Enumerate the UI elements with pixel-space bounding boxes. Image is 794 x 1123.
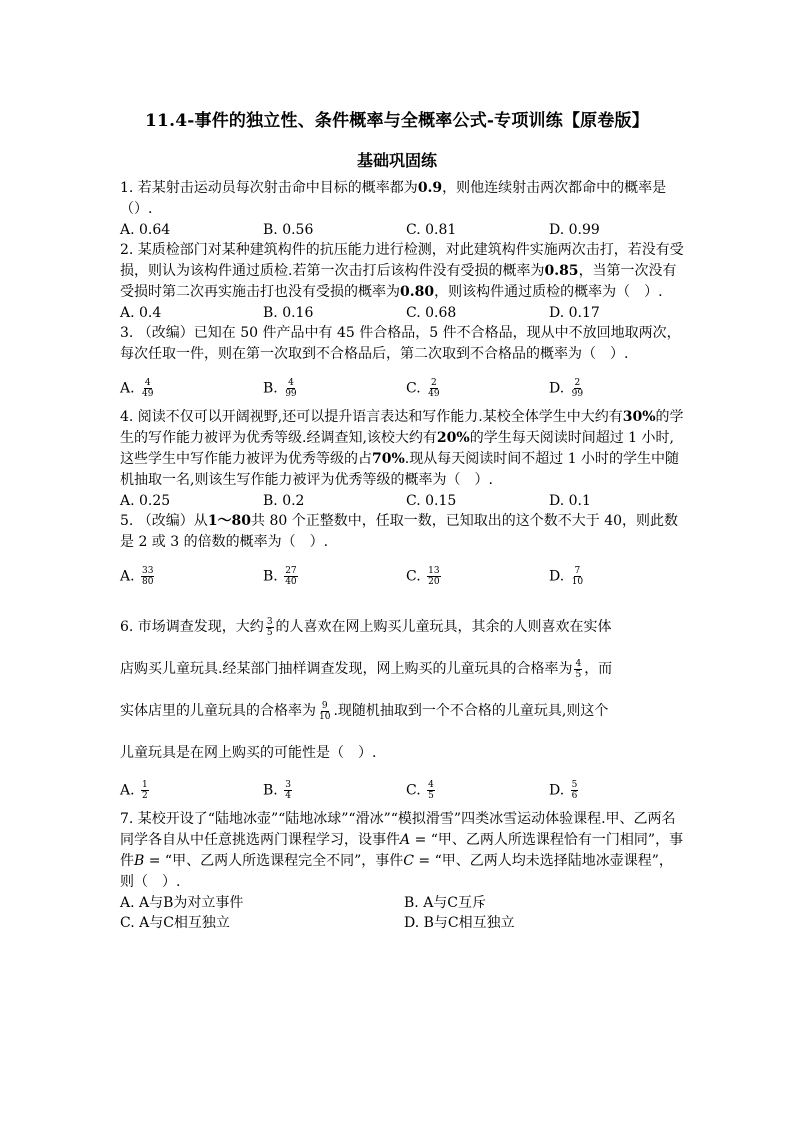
option-a: A. $\frac{1}{2}$ — [120, 779, 148, 801]
fraction: $\frac{3}{5}$ — [266, 616, 273, 638]
fraction: $\frac{33}{80}$ — [142, 565, 154, 587]
fraction: $\frac{1}{2}$ — [142, 779, 148, 801]
section-heading: 基础巩固练 — [356, 151, 437, 170]
option-b: B. 0.16 — [263, 305, 314, 321]
question-list — [120, 178, 686, 933]
option-b: B. $\frac{27}{40}$ — [263, 565, 297, 587]
option-a: A. $\frac{33}{80}$ — [120, 565, 154, 587]
option-b: B. 0.56 — [263, 222, 314, 238]
option-d: D. $\frac{7}{10}$ — [549, 565, 584, 587]
option-d: D. 0.1 — [549, 493, 591, 509]
question-2: 2. 某质检部门对某种建筑构件的抗压能力进行检测，对此建筑构件实施两次击打，若没有受损，则认为该构件通过质检.若第一次击打后该构件没有受损的概率为0.85，当第一次没有受损时第二次再实施击打也没有受损的概率为0.80，则该构件通过质检的概率为（ ）. — [120, 242, 684, 300]
question-6-line-2: 店购买儿童玩具.经某部门抽样调查发现，网上购买的儿童玩具的合格率为 $\frac{4}{5}$ ，而 — [120, 658, 613, 680]
option-d: D. 0.99 — [549, 222, 600, 238]
question-4-options — [120, 491, 686, 511]
option-b: B. A与C互斥 — [404, 895, 487, 911]
fraction: $\frac{7}{10}$ — [571, 565, 584, 587]
question-4: 4. 阅读不仅可以开阔视野,还可以提升语言表达和写作能力.某校全体学生中大约有30%的学生的写作能力被评为优秀等级.经调查知,该校大约有20%的学生每天阅读时间超过 1 小时,这些学生中写作能力被评为优秀等级的占70%.现从每天阅读时间不超过 1 小时的学生中随机抽取一名,则该生写作能力被评为优秀等级的概率为（ ）. — [120, 409, 684, 488]
option-a: A. $\frac{4}{49}$ — [120, 377, 154, 399]
option-c: C. $\frac{2}{49}$ — [406, 377, 440, 399]
fraction: $\frac{4}{99}$ — [285, 377, 297, 399]
fraction: $\frac{2}{99}$ — [571, 377, 584, 399]
question-7-options-row-1 — [120, 893, 686, 913]
fraction: $\frac{4}{5}$ — [428, 779, 434, 801]
option-c: C. A与C相互独立 — [120, 915, 230, 931]
option-c: C. $\frac{13}{20}$ — [406, 565, 440, 587]
option-b: B. 0.2 — [263, 493, 305, 509]
question-1: 1. 若某射击运动员每次射击命中目标的概率都为0.9，则他连续射击两次都命中的概率是（）. — [120, 180, 667, 217]
fraction: $\frac{4}{5}$ — [575, 658, 582, 680]
question-6-line-3: 实体店里的儿童玩具的合格率为 $\frac{9}{10}$ .现随机抽取到一个不合格的儿童玩具,则这个 — [120, 700, 609, 722]
fraction: $\frac{3}{4}$ — [285, 779, 291, 801]
question-3-options — [120, 369, 686, 407]
option-c: C. 0.68 — [406, 305, 457, 321]
question-7: 7. 某校开设了“陆地冰壶”“陆地冰球”“滑冰”“模拟滑雪”四类冰雪运动体验课程.甲、乙两名同学各自从中任意挑选两门课程学习，设事件A = “甲、乙两人所选课程恰有一门相同”，事件B = “甲、乙两人所选课程完全不同”，事件C = “甲、乙两人均未选择陆地冰壶课程”，则（ ）. — [120, 811, 684, 890]
option-d: D. 0.17 — [549, 305, 600, 321]
spacer — [120, 595, 686, 613]
question-1-options — [120, 220, 686, 240]
fraction: $\frac{2}{49}$ — [428, 377, 440, 399]
question-3: 3. （改编）已知在 50 件产品中有 45 件合格品，5 件不合格品，现从中不放回地取两次，每次任取一件，则在第一次取到不合格品后，第二次取到不合格品的概率为（ ）. — [120, 325, 681, 362]
option-a: A. 0.25 — [120, 493, 171, 509]
page-title: 11.4-事件的独立性、条件概率与全概率公式-专项训练【原卷版】 — [145, 111, 649, 131]
option-d: D. $\frac{5}{6}$ — [549, 779, 578, 801]
question-6-line-4: 儿童玩具是在网上购买的可能性是（ ）. — [120, 745, 377, 761]
question-5-options — [120, 557, 686, 595]
option-b: B. $\frac{3}{4}$ — [263, 779, 291, 801]
question-7-options-row-2 — [120, 913, 686, 933]
option-d: D. B与C相互独立 — [404, 915, 515, 931]
option-a: A. A与B为对立事件 — [120, 895, 244, 911]
fraction: $\frac{5}{6}$ — [571, 779, 578, 801]
option-c: C. 0.15 — [406, 493, 457, 509]
option-c: C. $\frac{4}{5}$ — [406, 779, 434, 801]
fraction: $\frac{13}{20}$ — [428, 565, 440, 587]
question-2-options — [120, 303, 686, 323]
fraction: $\frac{9}{10}$ — [319, 700, 331, 722]
question-6-options — [120, 771, 686, 809]
option-b: B. $\frac{4}{99}$ — [263, 377, 297, 399]
question-6-line-1: 6. 市场调查发现，大约 $\frac{3}{5}$ 的人喜欢在网上购买儿童玩具，其余的人则喜欢在实体 — [120, 616, 612, 638]
fraction: $\frac{4}{49}$ — [142, 377, 154, 399]
option-d: D. $\frac{2}{99}$ — [549, 377, 584, 399]
option-c: C. 0.81 — [406, 222, 457, 238]
question-5: 5. （改编）从1～80共 80 个正整数中，任取一数，已知取出的这个数不大于 40，则此数是 2 或 3 的倍数的概率为（ ）. — [120, 513, 679, 550]
option-a: A. 0.64 — [120, 222, 171, 238]
fraction: $\frac{27}{40}$ — [285, 565, 297, 587]
option-a: A. 0.4 — [120, 305, 162, 321]
